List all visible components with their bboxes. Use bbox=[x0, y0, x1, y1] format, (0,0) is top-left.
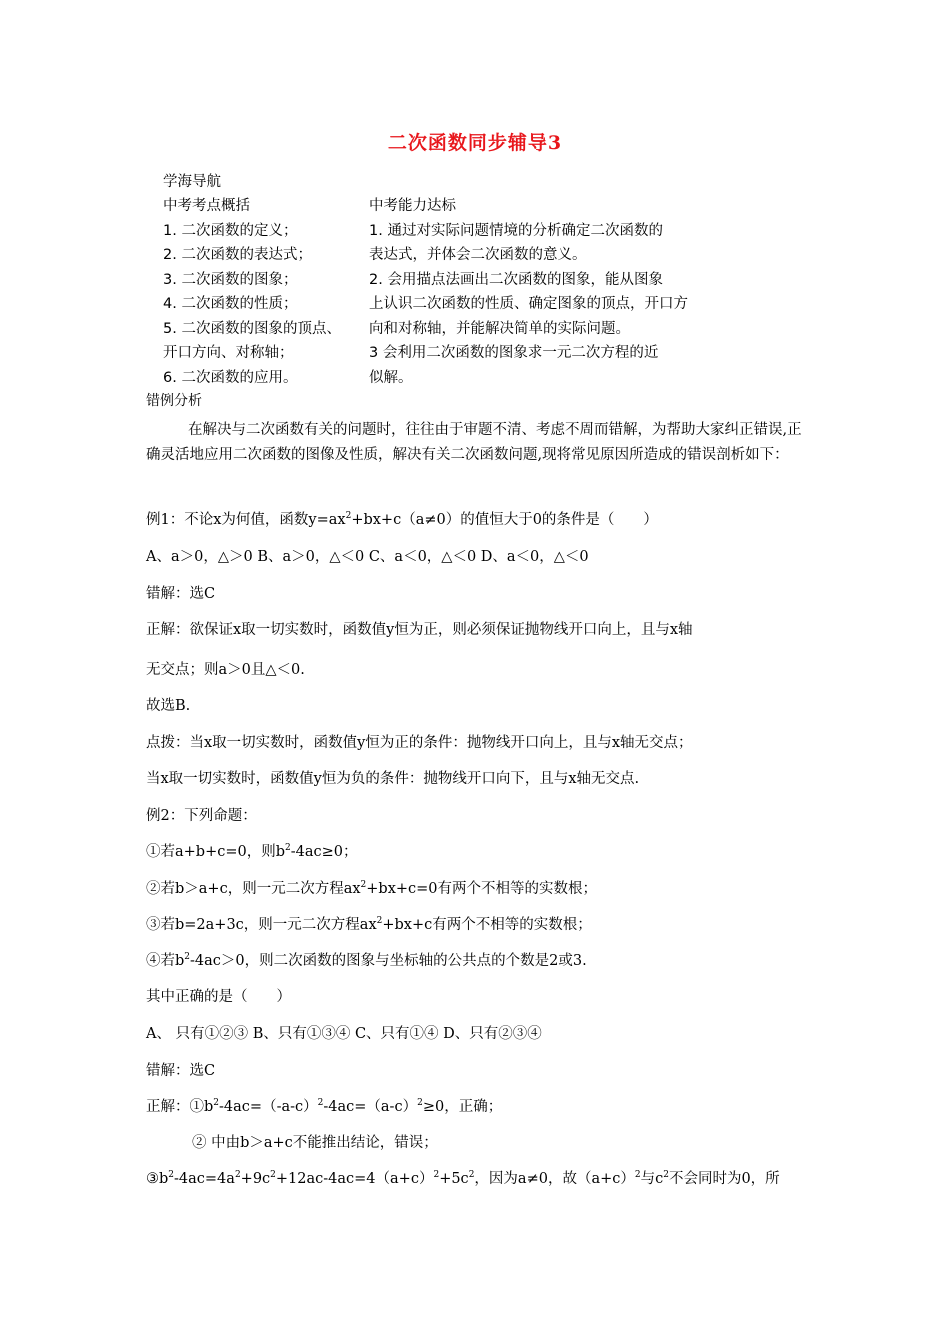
example-2-question: 其中正确的是（ ） bbox=[146, 989, 291, 1005]
intro-paragraph: 在解决与二次函数有关的问题时，往往由于审题不清、考虑不周而错解，为帮助大家纠正错误,正确灵活地应用二次函数的图像及性质，解决有关二次函数问题,现将常见原因所造成的错误剖析如下： bbox=[146, 422, 802, 463]
example-1-tip: 点拨：当x取一切实数时，函数值y恒为正的条件：抛物线开口向上，且与x轴无交点； bbox=[146, 735, 693, 751]
right-item: 表达式，并体会二次函数的意义。 bbox=[369, 247, 587, 263]
exam-points-column bbox=[163, 194, 341, 390]
example-1-wrong: 错解：选C bbox=[146, 586, 216, 602]
example-1-correct-cont: 无交点；则a＞0且△＜0. bbox=[146, 662, 305, 678]
proposition-4: ④若$b^2-4ac>0$，则二次函数的图象与坐标轴的公共点的个数是2或3. bbox=[146, 952, 587, 969]
document-body bbox=[146, 418, 810, 1187]
example-2-options: A、 只有①②③ B、只有①③④ C、只有①④ D、只有②③④ bbox=[146, 1026, 542, 1042]
left-header: 中考考点概括 bbox=[163, 198, 250, 214]
left-item: 开口方向、对称轴； bbox=[163, 345, 294, 361]
example-2-correct-3: $③b^2-4ac=4a^2+9c^2+12ac-4ac=4(a+c)^2+5c^2$，因为a≠0，故$(a+c)^2$与$c^2$不会同时为0，所 bbox=[146, 1170, 780, 1187]
example-1-answer: 故选B. bbox=[146, 698, 191, 714]
right-item: 上认识二次函数的性质、确定图象的顶点，开口方 bbox=[369, 296, 688, 312]
left-item: 4. 二次函数的性质； bbox=[163, 296, 298, 312]
example-2-correct-2: ② 中由b＞a+c不能推出结论，错误； bbox=[192, 1135, 438, 1151]
right-item: 似解。 bbox=[369, 369, 413, 386]
example-2-correct-1: 正解：$①b^2-4ac=(-a-c)^2-4ac=(a-c)^2\ge 0$，正确； bbox=[146, 1098, 503, 1115]
page-title: 二次函数同步辅导3 bbox=[387, 132, 563, 154]
example-1-correct: 正解：欲保证x取一切实数时，函数值y恒为正，则必须保证抛物线开口向上，且与x轴 bbox=[146, 622, 693, 638]
example-1-tip-cont: 当x取一切实数时，函数值y恒为负的条件：抛物线开口向下，且与x轴无交点. bbox=[146, 771, 640, 787]
proposition-3: ③若b=2a+3c，则一元二次方程$ax^2+bx+c$有两个不相等的实数根； bbox=[146, 916, 592, 933]
right-item: 向和对称轴，并能解决简单的实际问题。 bbox=[369, 320, 630, 337]
right-item: 2. 会用描点法画出二次函数的图象，能从图象 bbox=[369, 271, 663, 288]
right-header: 中考能力达标 bbox=[369, 198, 456, 214]
example-2-heading: 例2：下列命题： bbox=[146, 808, 257, 824]
example-1-options: A、a＞0，△＞0 B、a＞0，△＜0 C、a＜0，△＜0 D、a＜0，△＜0 bbox=[146, 549, 589, 565]
left-item: 2. 二次函数的表达式； bbox=[163, 247, 312, 263]
left-item: 3. 二次函数的图象； bbox=[163, 271, 298, 288]
left-item: 5. 二次函数的图象的顶点、 bbox=[163, 320, 341, 337]
example-1-question: 例1：不论x为何值，函数$y=ax^2+bx+c(a\ne 0)$的值恒大于0的条件是（ ） bbox=[146, 511, 658, 528]
example-2-wrong: 错解：选C bbox=[146, 1063, 216, 1079]
proposition-2: ②若b＞a+c，则一元二次方程$ax^2+bx+c=0$有两个不相等的实数根； bbox=[146, 880, 598, 897]
nav-heading: 学海导航 bbox=[163, 174, 221, 190]
section-heading-clipped: 错例分析 bbox=[146, 393, 202, 409]
right-item: 1. 通过对实际问题情境的分析确定二次函数的 bbox=[369, 222, 663, 239]
right-item: 3 会利用二次函数的图象求一元二次方程的近 bbox=[369, 345, 659, 361]
left-item: 6. 二次函数的应用。 bbox=[163, 369, 298, 386]
left-item: 1. 二次函数的定义； bbox=[163, 222, 298, 239]
proposition-1: ①若a+b+c=0，则$b^2-4ac\ge 0$； bbox=[146, 843, 358, 860]
ability-goals-column bbox=[369, 194, 688, 390]
